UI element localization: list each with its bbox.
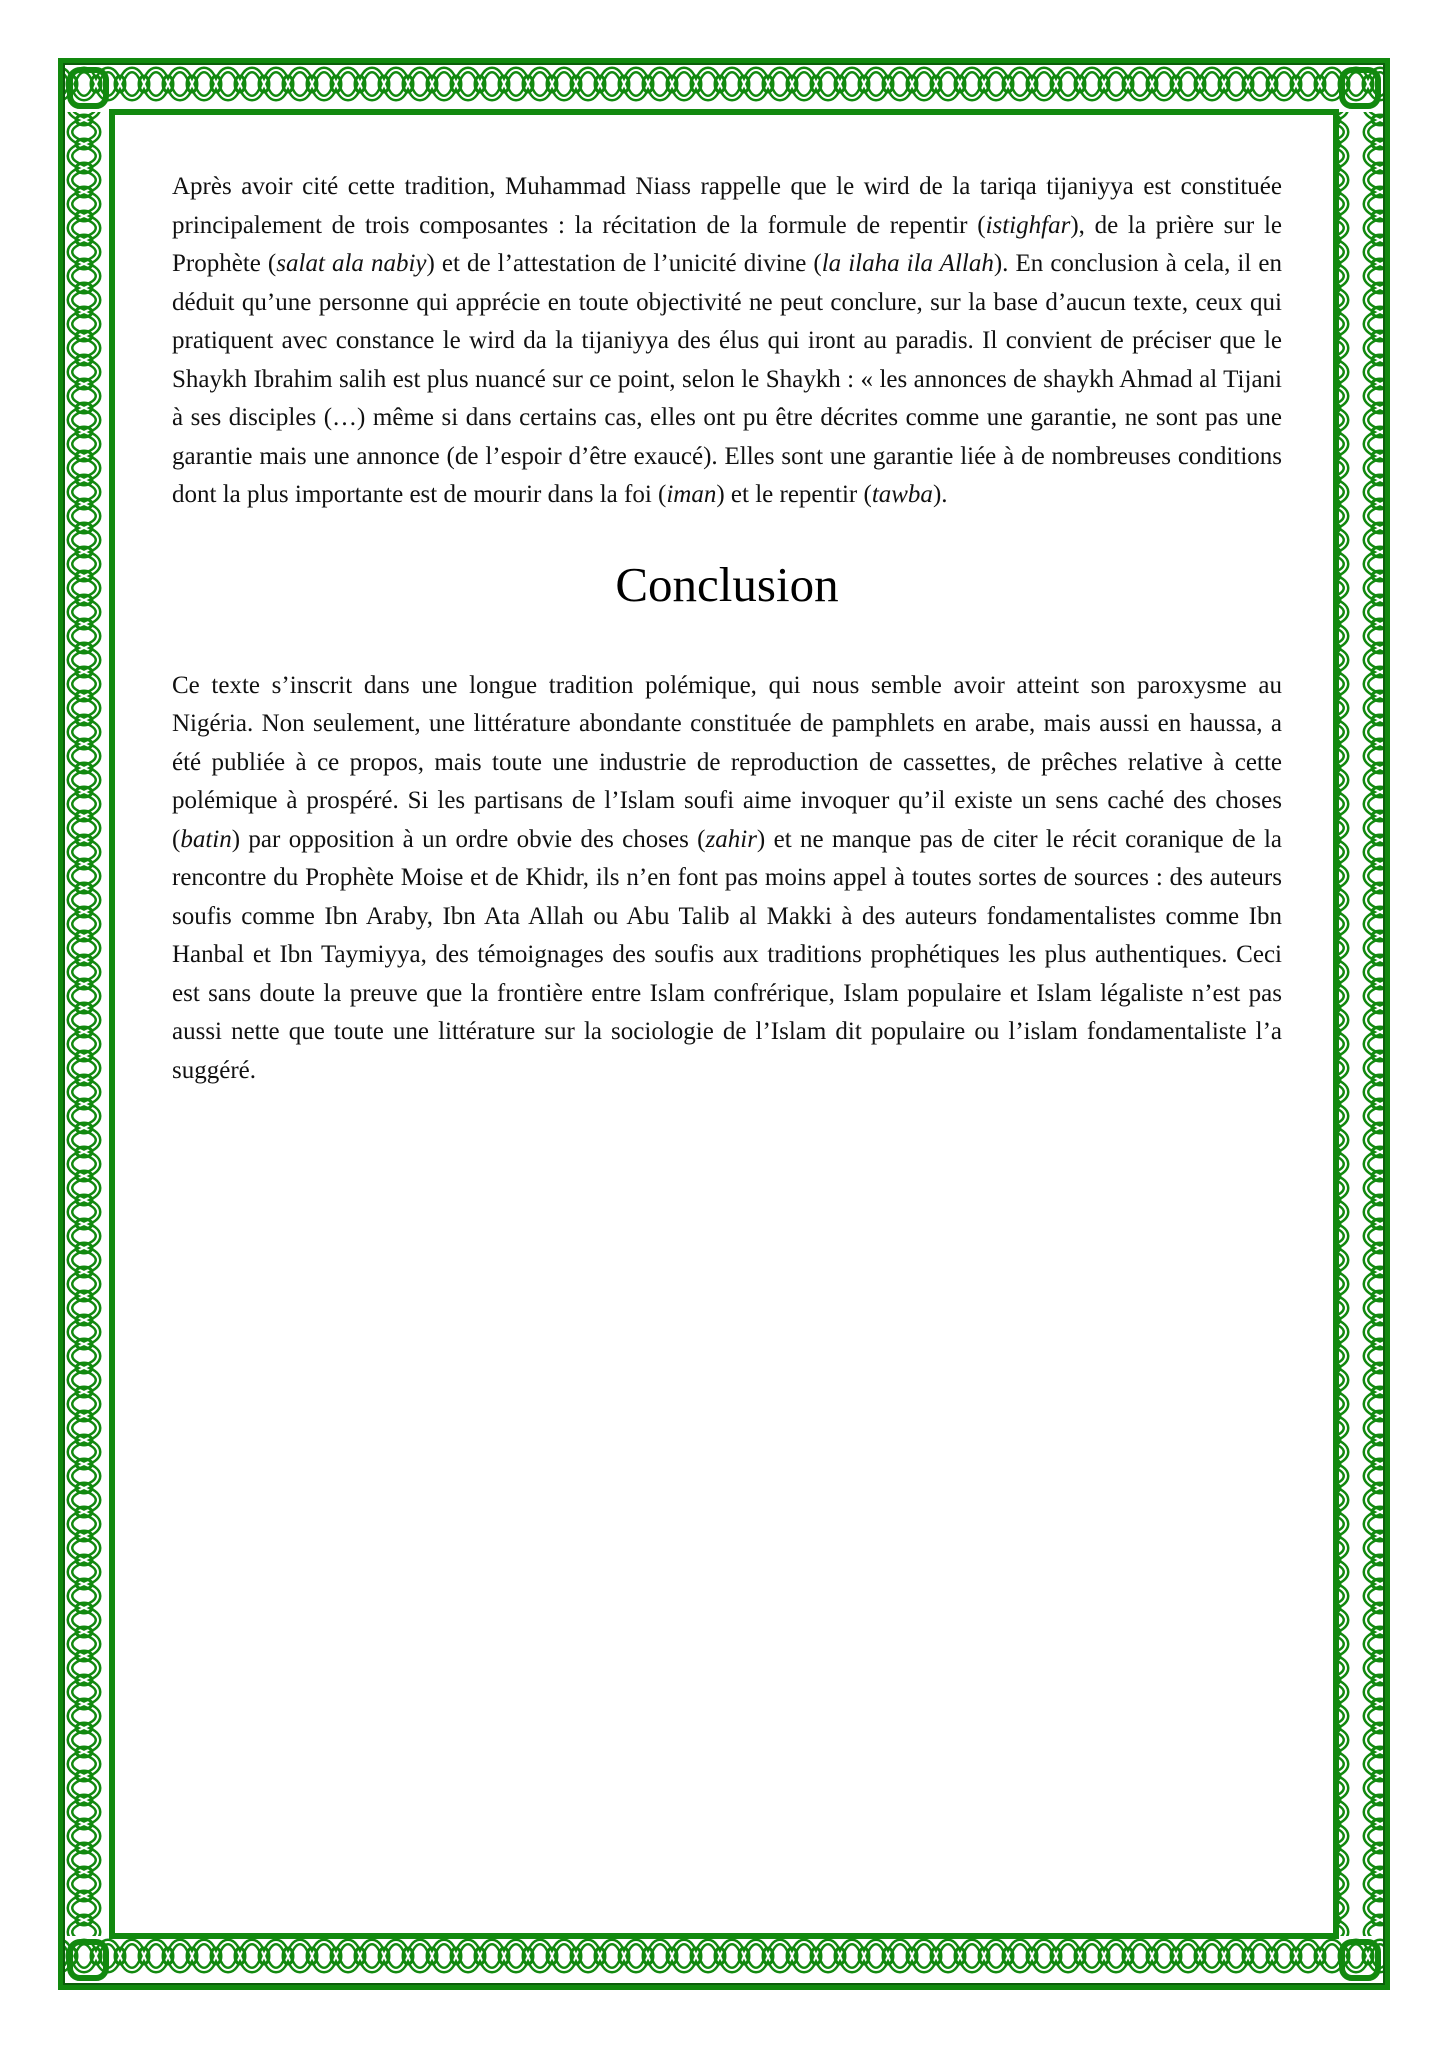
paragraph-tijaniyya-wird: Après avoir cité cette tradition, Muhammad Niass rappelle que le wird de la tariqa tijaniyya est constituée principalement de trois composantes : la récitation de la formule de repentir (istighfar), de la prière sur le Prophète (salat ala nabiy) et de l’attestation de l’unicité divine (la ilaha ila Allah). En conclusion à cela, il en déduit qu’une personne qui apprécie en toute objectivité ne peut conclure, sur la base d’aucun texte, ceux qui pratiquent avec constance le wird da la tijaniyya des élus qui iront au paradis. Il convient de préciser que le Shaykh Ibrahim salih est plus nuancé sur ce point, selon le Shaykh : « les annonces de shaykh Ahmad al Tijani à ses disciples (…) même si dans certains cas, elles ont pu être décrites comme une garantie, ne sont pas une garantie mais une annonce (de l’espoir d’être exaucé). Elles sont une garantie liée à de nombreuses conditions dont la plus importante est de mourir dans la foi (iman) et le repentir (tawba).	[172, 173, 1282, 508]
section-heading-conclusion: Conclusion	[615, 556, 839, 612]
paragraph-conclusion: Ce texte s’inscrit dans une longue tradition polémique, qui nous semble avoir atteint son paroxysme au Nigéria. Non seulement, une littérature abondante constituée de pamphlets en arabe, mais aussi en haussa, a été publiée à ce propos, mais toute une industrie de reproduction de cassettes, de prêches relative à cette polémique à prospéré. Si les partisans de l’Islam soufi aime invoquer qu’il existe un sens caché des choses (batin) par opposition à un ordre obvie des choses (zahir) et ne manque pas de citer le récit coranique de la rencontre du Prophète Moise et de Khidr, ils n’en font pas moins appel à toutes sortes de sources : des auteurs soufis comme Ibn Araby, Ibn Ata Allah ou Abu Talib al Makki à des auteurs fondamentalistes comme Ibn Hanbal et Ibn Taymiyya, des témoignages des soufis aux traditions prophétiques les plus authentiques. Ceci est sans doute la preuve que la frontière entre Islam confrérique, Islam populaire et Islam légaliste n’est pas aussi nette que toute une littérature sur la sociologie de l’Islam dit populaire ou l’islam fondamentaliste l’a suggéré.	[172, 671, 1282, 1084]
page-body	[172, 168, 1282, 1090]
